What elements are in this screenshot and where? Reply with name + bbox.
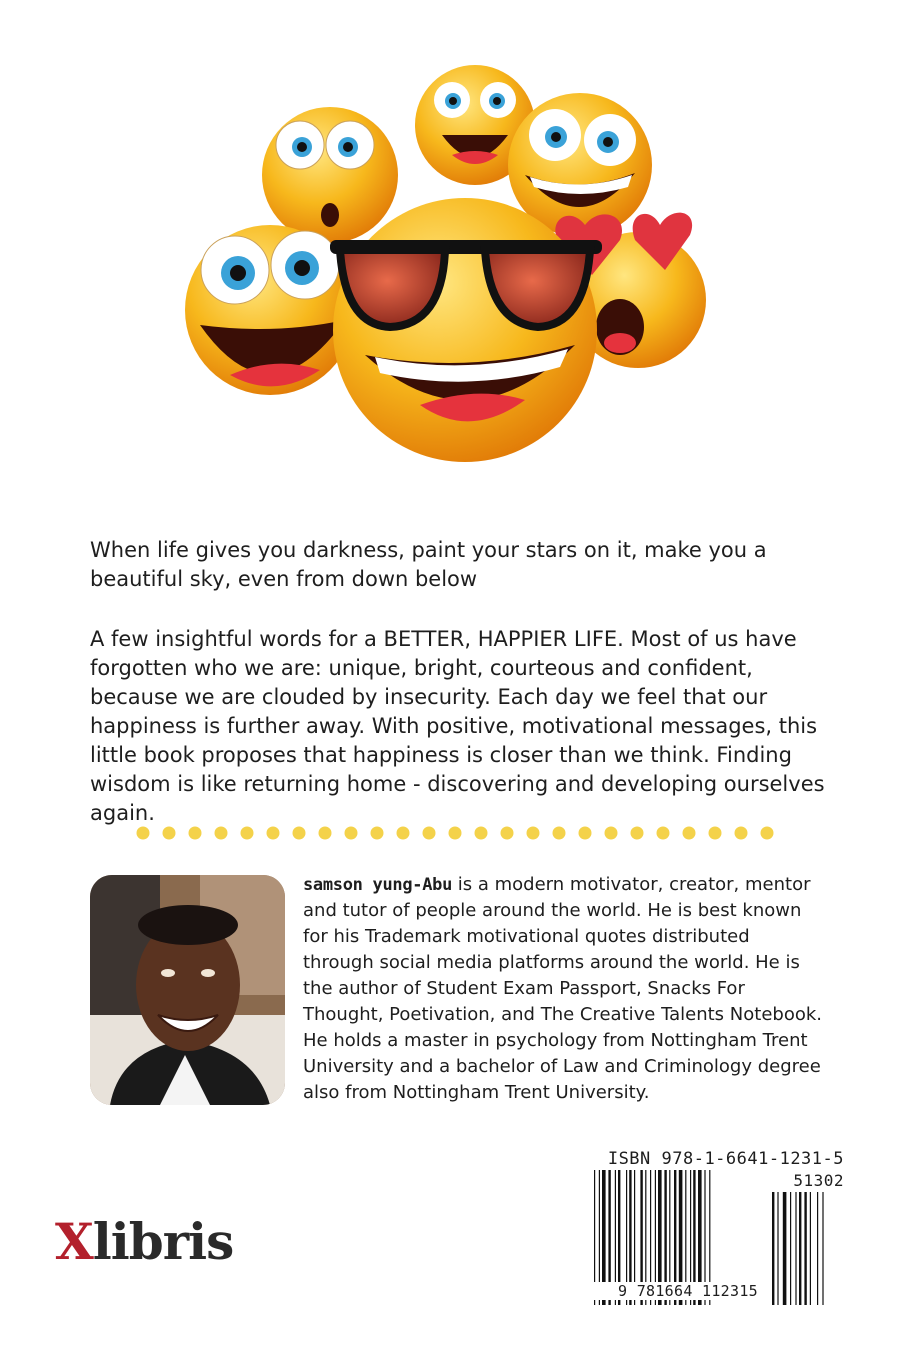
divider-dot xyxy=(449,827,462,840)
divider-dot xyxy=(371,827,384,840)
barcode-addon-bar xyxy=(795,1192,796,1305)
divider-dot xyxy=(579,827,592,840)
logo-rest: libris xyxy=(92,1212,234,1271)
divider-dot xyxy=(631,827,644,840)
divider-dot xyxy=(709,827,722,840)
divider-dot xyxy=(605,827,618,840)
author-bio xyxy=(303,872,823,1106)
barcode-addon-bar xyxy=(790,1192,791,1305)
divider-dot xyxy=(137,827,150,840)
divider-dot xyxy=(501,827,514,840)
divider-dot xyxy=(657,827,670,840)
xlibris-logo xyxy=(55,1212,233,1272)
barcode-addon-bar xyxy=(783,1192,787,1305)
logo-first-letter: X xyxy=(55,1212,93,1271)
isbn-label: ISBN 978-1-6641-1231-5 xyxy=(607,1149,844,1169)
dotted-divider xyxy=(136,826,776,840)
barcode-addon-bar xyxy=(799,1192,801,1305)
quote-text: When life gives you darkness, paint your stars on it, make you a beautiful sky, even from down below xyxy=(90,538,767,591)
author-photo xyxy=(90,875,285,1105)
book-description: A few insightful words for a BETTER, HAPPIER LIFE. Most of us have forgotten who we are: unique, bright, courteous and confident, because we are clouded by insecurity. Each day we feel that our happiness is further away. With positive, motivational messages, this little book proposes that happiness is closer than we think. Finding wisdom is like returning home - discovering and developing ourselves again. xyxy=(90,627,825,825)
barcode-addon-bar xyxy=(810,1192,811,1305)
barcode-addon-bar xyxy=(804,1192,806,1305)
divider-dot xyxy=(475,827,488,840)
divider-dot xyxy=(735,827,748,840)
divider-dot xyxy=(345,827,358,840)
barcode-addon-digits: 51302 xyxy=(768,1172,844,1190)
surprised-emoji xyxy=(262,107,398,243)
divider-dot xyxy=(293,827,306,840)
divider-dot xyxy=(215,827,228,840)
divider-dot xyxy=(527,827,540,840)
author-bio-text: is a modern motivator, creator, mentor and tutor of people around the world. He is best known for his Trademark motivational quotes distributed through social media platforms around the world. He is the author of Student Exam Passport, Snacks For Thought, Poetivation, and The Creative Talents Notebook. He holds a master in psychology from Nottingham Trent University and a bachelor of Law and Criminology degree also from Nottingham Trent University. xyxy=(303,874,822,1103)
divider-dot xyxy=(761,827,774,840)
divider-dot xyxy=(163,827,176,840)
barcode-addon-bar xyxy=(822,1192,823,1305)
barcode-addon-bar xyxy=(817,1192,818,1305)
divider-dot xyxy=(423,827,436,840)
divider-dot xyxy=(189,827,202,840)
author-name: samson yung-Abu xyxy=(303,875,453,895)
divider-dot xyxy=(319,827,332,840)
big-laugh-emoji xyxy=(185,225,355,395)
divider-dot xyxy=(241,827,254,840)
barcode-addon-bar xyxy=(772,1192,774,1305)
divider-dot xyxy=(683,827,696,840)
emoji-faces-illustration xyxy=(180,55,720,475)
divider-dot xyxy=(553,827,566,840)
divider-dot xyxy=(267,827,280,840)
barcode-digits: 9 781664 112315 xyxy=(590,1282,758,1300)
divider-dot xyxy=(397,827,410,840)
barcode-addon-bar xyxy=(777,1192,778,1305)
